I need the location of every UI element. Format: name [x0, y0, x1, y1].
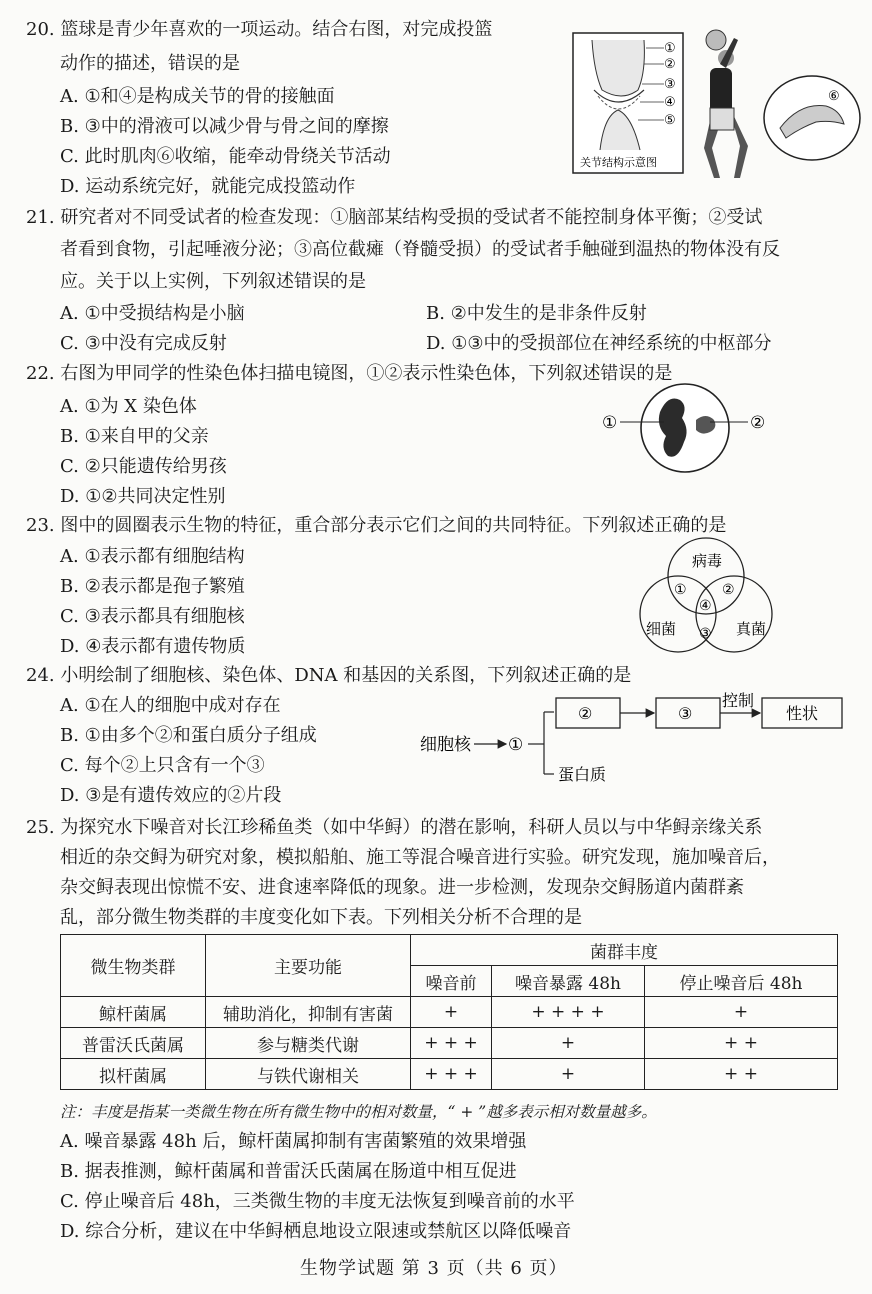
chromosome-label-2: ② — [750, 413, 766, 433]
table-cell-group: 鲸杆菌属 — [61, 997, 206, 1028]
table-cell-value: + + — [645, 1028, 838, 1059]
q24-stem: 24. 小明绘制了细胞核、染色体、DNA 和基因的关系图，下列叙述正确的是 — [26, 665, 632, 686]
q22-option-a: A. ①为 X 染色体 — [60, 396, 197, 417]
page-footer: 生物学试题 第 3 页（共 6 页） — [300, 1258, 568, 1279]
q25-option-c: C. 停止噪音后 48h，三类微生物的丰度无法恢复到噪音前的水平 — [60, 1191, 575, 1212]
q25-stem-line4: 乱，部分微生物类群的丰度变化如下表。下列相关分析不合理的是 — [60, 907, 582, 928]
venn-region-2: ② — [722, 582, 735, 598]
joint-figure-caption: 关节结构示意图 — [580, 156, 657, 169]
q25-option-b: B. 据表推测，鲸杆菌属和普雷沃氏菌属在肠道中相互促进 — [60, 1161, 517, 1182]
q25-stem-line2: 相近的杂交鲟为研究对象，模拟船舶、施工等混合噪音进行实验。研究发现，施加噪音后， — [60, 847, 780, 868]
table-cell-group: 拟杆菌属 — [61, 1059, 206, 1090]
table-row — [61, 997, 838, 1028]
venn-region-4: ④ — [699, 598, 712, 614]
q20-option-b: B. ③中的滑液可以减少骨与骨之间的摩擦 — [60, 116, 389, 137]
venn-region-1: ① — [674, 582, 687, 598]
nucleus-gene-relationship-diagram — [416, 688, 856, 788]
q25-stem-line3: 杂交鲟表现出惊慌不安、进食速率降低的现象。进一步检测，发现杂交鲟肠道内菌群紊 — [60, 877, 744, 898]
table-row — [61, 1059, 838, 1090]
q22-option-d: D. ①②共同决定性别 — [60, 486, 226, 507]
table-cell-function: 辅助消化，抑制有害菌 — [206, 997, 411, 1028]
diagram-nucleus: 细胞核 — [420, 735, 471, 755]
table-cell-group: 普雷沃氏菌属 — [61, 1028, 206, 1059]
table-cell-value: + — [411, 997, 492, 1028]
joint-label-4: ④ — [664, 95, 676, 110]
q25-option-d: D. 综合分析，建议在中华鲟栖息地设立限速或禁航区以降低噪音 — [60, 1221, 572, 1242]
q22-stem: 22. 右图为甲同学的性染色体扫描电镜图，①②表示性染色体，下列叙述错误的是 — [26, 363, 673, 384]
table-cell-function: 与铁代谢相关 — [206, 1059, 411, 1090]
q23-option-a: A. ①表示都有细胞结构 — [60, 546, 245, 567]
q24-option-a: A. ①在人的细胞中成对存在 — [60, 695, 281, 716]
q23-option-d: D. ④表示都有遗传物质 — [60, 636, 246, 657]
diagram-trait-label: 性状 — [786, 704, 819, 723]
table-subheader-before: 噪音前 — [411, 966, 492, 997]
q23-stem: 23. 图中的圆圈表示生物的特征，重合部分表示它们之间的共同特征。下列叙述正确的是 — [26, 515, 727, 536]
joint-label-3: ③ — [664, 77, 676, 92]
q22-option-c: C. ②只能遗传给男孩 — [60, 456, 227, 477]
q20-option-c: C. 此时肌肉⑥收缩，能牵动骨绕关节活动 — [60, 146, 391, 167]
basketball-player-illustration — [690, 28, 760, 190]
table-cell-value: + — [492, 1059, 645, 1090]
q20-stem-line2: 动作的描述，错误的是 — [60, 53, 240, 74]
q20-option-d: D. 运动系统完好，就能完成投篮动作 — [60, 176, 356, 197]
joint-label-2: ② — [664, 57, 676, 72]
microbe-abundance-table — [60, 934, 838, 1090]
arm-label-6: ⑥ — [828, 89, 840, 104]
diagram-node-1: ① — [508, 735, 524, 755]
q21-stem-line2: 者看到食物，引起唾液分泌；③高位截瘫（脊髓受损）的受试者手触碰到温热的物体没有反 — [60, 239, 780, 260]
diagram-box-3-label: ③ — [678, 704, 693, 723]
table-header-group: 微生物类群 — [61, 935, 206, 997]
q20-stem-line1: 20. 篮球是青少年喜欢的一项运动。结合右图，对完成投篮 — [26, 19, 493, 40]
chromosome-label-1: ① — [602, 413, 618, 433]
venn-label-bacteria: 细菌 — [646, 620, 677, 638]
table-subheader-after: 停止噪音后 48h — [645, 966, 838, 997]
q23-option-b: B. ②表示都是孢子繁殖 — [60, 576, 245, 597]
table-header-function: 主要功能 — [206, 935, 411, 997]
joint-structure-figure — [572, 32, 684, 174]
table-row — [61, 1028, 838, 1059]
diagram-control-label: 控制 — [722, 691, 755, 710]
table-cell-value: + — [645, 997, 838, 1028]
q21-option-c: C. ③中没有完成反射 — [60, 333, 227, 354]
q21-option-d: D. ①③中的受损部位在神经系统的中枢部分 — [426, 333, 772, 354]
q25-stem-line1: 25. 为探究水下噪音对长江珍稀鱼类（如中华鲟）的潜在影响，科研人员以与中华鲟亲缘关系 — [26, 817, 763, 838]
q25-option-a: A. 噪音暴露 48h 后，鲸杆菌属抑制有害菌繁殖的效果增强 — [60, 1131, 527, 1152]
q21-stem-line3: 应。关于以上实例，下列叙述错误的是 — [60, 271, 366, 292]
q24-option-c: C. 每个②上只含有一个③ — [60, 755, 265, 776]
sex-chromosome-micrograph — [598, 382, 778, 476]
joint-label-1: ① — [664, 41, 676, 56]
diagram-protein-label: 蛋白质 — [558, 765, 607, 784]
venn-diagram — [636, 534, 776, 658]
joint-label-5: ⑤ — [664, 113, 676, 128]
table-subheader-exposure: 噪音暴露 48h — [492, 966, 645, 997]
arm-muscle-inset — [760, 72, 864, 164]
table-note: 注：丰度是指某一类微生物在所有微生物中的相对数量，“ + ”越多表示相对数量越多。 — [60, 1103, 657, 1121]
table-cell-value: + + + — [411, 1028, 492, 1059]
q22-option-b: B. ①来自甲的父亲 — [60, 426, 209, 447]
q21-stem-line1: 21. 研究者对不同受试者的检查发现：①脑部某结构受损的受试者不能控制身体平衡；②受试 — [26, 207, 763, 228]
table-cell-value: + + + + — [492, 997, 645, 1028]
q21-option-b: B. ②中发生的是非条件反射 — [426, 303, 647, 324]
q24-option-b: B. ①由多个②和蛋白质分子组成 — [60, 725, 317, 746]
table-cell-value: + — [492, 1028, 645, 1059]
diagram-box-2-label: ② — [578, 704, 593, 723]
q20-option-a: A. ①和④是构成关节的骨的接触面 — [60, 86, 335, 107]
table-cell-function: 参与糖类代谢 — [206, 1028, 411, 1059]
venn-label-virus: 病毒 — [692, 552, 723, 570]
venn-region-3: ③ — [699, 626, 712, 642]
table-cell-value: + + — [645, 1059, 838, 1090]
q21-option-a: A. ①中受损结构是小脑 — [60, 303, 245, 324]
q23-option-c: C. ③表示都具有细胞核 — [60, 606, 245, 627]
venn-label-fungi: 真菌 — [736, 620, 767, 638]
table-cell-value: + + + — [411, 1059, 492, 1090]
table-header-abundance: 菌群丰度 — [411, 935, 838, 966]
q24-option-d: D. ③是有遗传效应的②片段 — [60, 785, 282, 806]
